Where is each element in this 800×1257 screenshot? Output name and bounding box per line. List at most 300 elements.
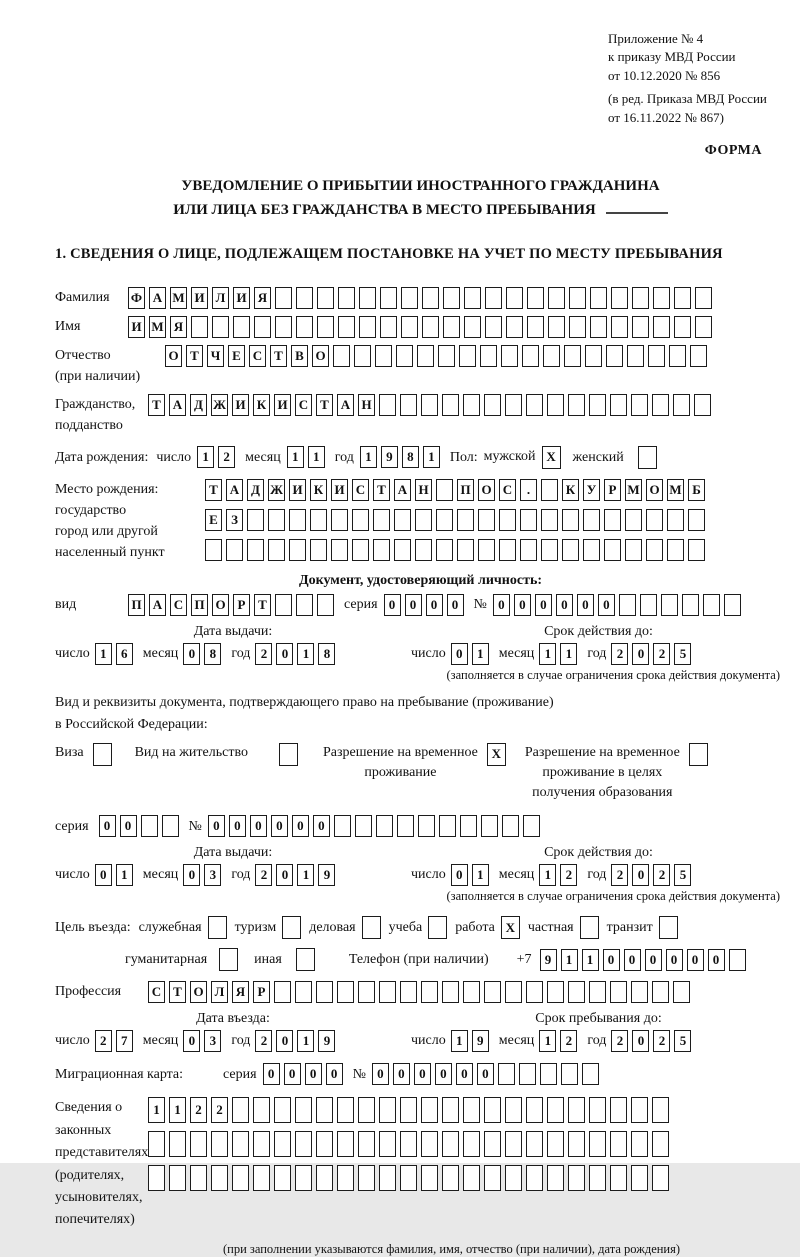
char-box[interactable]: 0 xyxy=(632,864,649,886)
char-box[interactable] xyxy=(394,509,411,531)
char-box[interactable] xyxy=(589,1165,606,1191)
char-box[interactable]: 2 xyxy=(560,864,577,886)
char-box[interactable] xyxy=(211,1165,228,1191)
char-box[interactable] xyxy=(631,1165,648,1191)
char-box[interactable]: 1 xyxy=(560,643,577,665)
char-box[interactable] xyxy=(561,1063,578,1085)
char-box[interactable] xyxy=(562,539,579,561)
char-box[interactable]: Т xyxy=(254,594,271,616)
char-box[interactable]: 0 xyxy=(514,594,531,616)
char-box[interactable]: 0 xyxy=(292,815,309,837)
char-box[interactable] xyxy=(436,539,453,561)
char-box[interactable] xyxy=(638,446,657,469)
char-box[interactable] xyxy=(485,287,502,309)
char-box[interactable]: В xyxy=(291,345,308,367)
char-box[interactable]: 6 xyxy=(116,643,133,665)
char-box[interactable] xyxy=(400,981,417,1003)
char-box[interactable] xyxy=(610,394,627,416)
char-box[interactable]: . xyxy=(520,479,537,501)
char-box[interactable] xyxy=(498,1063,515,1085)
char-box[interactable] xyxy=(568,1131,585,1157)
char-box[interactable] xyxy=(547,1097,564,1123)
char-box[interactable] xyxy=(631,1131,648,1157)
char-box[interactable]: 0 xyxy=(208,815,225,837)
char-box[interactable]: 2 xyxy=(255,1030,272,1052)
char-box[interactable]: И xyxy=(191,287,208,309)
char-box[interactable] xyxy=(254,316,271,338)
char-box[interactable] xyxy=(667,509,684,531)
char-box[interactable]: 0 xyxy=(276,643,293,665)
char-box[interactable]: 2 xyxy=(560,1030,577,1052)
char-box[interactable]: С xyxy=(295,394,312,416)
char-box[interactable] xyxy=(289,509,306,531)
char-box[interactable]: 1 xyxy=(297,643,314,665)
char-box[interactable] xyxy=(226,539,243,561)
char-box[interactable] xyxy=(724,594,741,616)
char-box[interactable] xyxy=(359,287,376,309)
char-box[interactable]: Т xyxy=(169,981,186,1003)
char-box[interactable]: 1 xyxy=(287,446,304,468)
char-box[interactable] xyxy=(400,1131,417,1157)
char-box[interactable] xyxy=(646,509,663,531)
char-box[interactable]: 5 xyxy=(674,1030,691,1052)
char-box[interactable]: 3 xyxy=(204,1030,221,1052)
char-box[interactable] xyxy=(317,287,334,309)
char-box[interactable] xyxy=(463,1131,480,1157)
char-box[interactable] xyxy=(253,1165,270,1191)
char-box[interactable] xyxy=(428,916,447,939)
char-box[interactable] xyxy=(375,345,392,367)
char-box[interactable]: 2 xyxy=(255,864,272,886)
char-box[interactable] xyxy=(316,981,333,1003)
char-box[interactable] xyxy=(337,1165,354,1191)
char-box[interactable]: 0 xyxy=(456,1063,473,1085)
char-box[interactable] xyxy=(337,981,354,1003)
char-box[interactable] xyxy=(162,815,179,837)
char-box[interactable] xyxy=(331,509,348,531)
char-box[interactable] xyxy=(436,509,453,531)
char-box[interactable] xyxy=(526,981,543,1003)
char-box[interactable]: 2 xyxy=(190,1097,207,1123)
char-box[interactable]: Ж xyxy=(211,394,228,416)
char-box[interactable]: 0 xyxy=(666,949,683,971)
char-box[interactable] xyxy=(295,1097,312,1123)
char-box[interactable] xyxy=(459,345,476,367)
char-box[interactable]: 1 xyxy=(451,1030,468,1052)
char-box[interactable] xyxy=(568,981,585,1003)
char-box[interactable] xyxy=(526,394,543,416)
char-box[interactable] xyxy=(485,316,502,338)
char-box[interactable]: 0 xyxy=(326,1063,343,1085)
char-box[interactable]: С xyxy=(352,479,369,501)
char-box[interactable] xyxy=(352,509,369,531)
char-box[interactable] xyxy=(589,1097,606,1123)
char-box[interactable] xyxy=(568,394,585,416)
char-box[interactable]: 0 xyxy=(577,594,594,616)
char-box[interactable] xyxy=(296,948,315,971)
char-box[interactable]: 2 xyxy=(95,1030,112,1052)
char-box[interactable] xyxy=(442,981,459,1003)
char-box[interactable]: Л xyxy=(212,287,229,309)
char-box[interactable] xyxy=(627,345,644,367)
char-box[interactable]: 0 xyxy=(645,949,662,971)
char-box[interactable] xyxy=(695,287,712,309)
char-box[interactable] xyxy=(274,981,291,1003)
char-box[interactable]: 0 xyxy=(183,864,200,886)
char-box[interactable] xyxy=(379,1097,396,1123)
char-box[interactable] xyxy=(211,1131,228,1157)
char-box[interactable] xyxy=(247,539,264,561)
char-box[interactable]: 1 xyxy=(539,864,556,886)
char-box[interactable] xyxy=(362,916,381,939)
char-box[interactable] xyxy=(93,743,112,766)
char-box[interactable] xyxy=(669,345,686,367)
char-box[interactable] xyxy=(484,394,501,416)
char-box[interactable] xyxy=(610,1131,627,1157)
char-box[interactable] xyxy=(358,1131,375,1157)
char-box[interactable] xyxy=(640,594,657,616)
char-box[interactable] xyxy=(729,949,746,971)
char-box[interactable]: Т xyxy=(148,394,165,416)
char-box[interactable] xyxy=(703,594,720,616)
char-box[interactable]: П xyxy=(128,594,145,616)
char-box[interactable] xyxy=(463,394,480,416)
char-box[interactable]: И xyxy=(232,394,249,416)
char-box[interactable] xyxy=(442,1097,459,1123)
char-box[interactable] xyxy=(484,1165,501,1191)
char-box[interactable]: 5 xyxy=(674,864,691,886)
char-box[interactable]: 1 xyxy=(582,949,599,971)
char-box[interactable]: 8 xyxy=(402,446,419,468)
char-box[interactable] xyxy=(505,394,522,416)
char-box[interactable] xyxy=(421,1131,438,1157)
char-box[interactable]: 0 xyxy=(99,815,116,837)
char-box[interactable] xyxy=(316,1131,333,1157)
char-box[interactable] xyxy=(653,287,670,309)
char-box[interactable] xyxy=(611,316,628,338)
char-box[interactable]: О xyxy=(165,345,182,367)
char-box[interactable] xyxy=(484,981,501,1003)
char-box[interactable]: 0 xyxy=(632,643,649,665)
char-box[interactable] xyxy=(653,316,670,338)
char-box[interactable]: 0 xyxy=(451,864,468,886)
char-box[interactable]: 0 xyxy=(276,1030,293,1052)
char-box[interactable]: 0 xyxy=(384,594,401,616)
char-box[interactable]: Ф xyxy=(128,287,145,309)
char-box[interactable]: Р xyxy=(604,479,621,501)
char-box[interactable]: М xyxy=(667,479,684,501)
char-box[interactable]: 8 xyxy=(204,643,221,665)
char-box[interactable] xyxy=(689,743,708,766)
char-box[interactable] xyxy=(358,981,375,1003)
char-box[interactable]: И xyxy=(289,479,306,501)
char-box[interactable] xyxy=(331,539,348,561)
char-box[interactable] xyxy=(648,345,665,367)
char-box[interactable]: Н xyxy=(415,479,432,501)
char-box[interactable] xyxy=(541,509,558,531)
char-box[interactable] xyxy=(673,394,690,416)
char-box[interactable] xyxy=(625,539,642,561)
char-box[interactable] xyxy=(316,1165,333,1191)
char-box[interactable]: 5 xyxy=(674,643,691,665)
char-box[interactable] xyxy=(547,394,564,416)
char-box[interactable] xyxy=(358,1097,375,1123)
char-box[interactable]: Р xyxy=(233,594,250,616)
char-box[interactable]: О xyxy=(312,345,329,367)
char-box[interactable]: А xyxy=(394,479,411,501)
char-box[interactable] xyxy=(334,815,351,837)
char-box[interactable] xyxy=(505,1165,522,1191)
char-box[interactable]: 1 xyxy=(539,643,556,665)
char-box[interactable]: 1 xyxy=(297,1030,314,1052)
char-box[interactable] xyxy=(191,316,208,338)
char-box[interactable] xyxy=(282,916,301,939)
char-box[interactable]: 2 xyxy=(653,1030,670,1052)
char-box[interactable]: 3 xyxy=(204,864,221,886)
char-box[interactable] xyxy=(674,287,691,309)
char-box[interactable] xyxy=(253,1131,270,1157)
char-box[interactable] xyxy=(380,316,397,338)
char-box[interactable] xyxy=(296,287,313,309)
char-box[interactable] xyxy=(380,287,397,309)
char-box[interactable]: 2 xyxy=(211,1097,228,1123)
char-box[interactable]: С xyxy=(170,594,187,616)
char-box[interactable] xyxy=(219,948,238,971)
char-box[interactable]: 0 xyxy=(183,1030,200,1052)
char-box[interactable] xyxy=(397,815,414,837)
char-box[interactable]: 0 xyxy=(708,949,725,971)
char-box[interactable] xyxy=(695,316,712,338)
char-box[interactable] xyxy=(317,316,334,338)
char-box[interactable] xyxy=(232,1097,249,1123)
char-box[interactable] xyxy=(442,394,459,416)
char-box[interactable] xyxy=(443,287,460,309)
char-box[interactable]: К xyxy=(253,394,270,416)
char-box[interactable] xyxy=(661,594,678,616)
char-box[interactable]: Ч xyxy=(207,345,224,367)
char-box[interactable] xyxy=(505,1097,522,1123)
char-box[interactable] xyxy=(547,1131,564,1157)
char-box[interactable] xyxy=(232,1165,249,1191)
char-box[interactable] xyxy=(589,1131,606,1157)
char-box[interactable]: Д xyxy=(190,394,207,416)
char-box[interactable] xyxy=(205,539,222,561)
char-box[interactable]: З xyxy=(226,509,243,531)
char-box[interactable] xyxy=(562,509,579,531)
char-box[interactable] xyxy=(338,287,355,309)
char-box[interactable] xyxy=(519,1063,536,1085)
char-box[interactable] xyxy=(610,981,627,1003)
char-box[interactable] xyxy=(354,345,371,367)
char-box[interactable] xyxy=(373,509,390,531)
char-box[interactable]: 0 xyxy=(276,864,293,886)
char-box[interactable]: 2 xyxy=(218,446,235,468)
char-box[interactable]: Т xyxy=(373,479,390,501)
char-box[interactable] xyxy=(379,394,396,416)
char-box[interactable] xyxy=(212,316,229,338)
char-box[interactable] xyxy=(396,345,413,367)
char-box[interactable] xyxy=(401,316,418,338)
char-box[interactable] xyxy=(333,345,350,367)
char-box[interactable] xyxy=(338,316,355,338)
char-box[interactable] xyxy=(190,1131,207,1157)
char-box[interactable] xyxy=(148,1165,165,1191)
char-box[interactable]: 1 xyxy=(360,446,377,468)
char-box[interactable] xyxy=(632,287,649,309)
char-box[interactable] xyxy=(421,1097,438,1123)
char-box[interactable] xyxy=(526,1131,543,1157)
char-box[interactable] xyxy=(564,345,581,367)
char-box[interactable] xyxy=(688,509,705,531)
char-box[interactable] xyxy=(547,1165,564,1191)
char-box[interactable] xyxy=(400,1165,417,1191)
char-box[interactable] xyxy=(394,539,411,561)
char-box[interactable] xyxy=(585,345,602,367)
char-box[interactable] xyxy=(674,316,691,338)
char-box[interactable] xyxy=(606,345,623,367)
char-box[interactable] xyxy=(569,316,586,338)
char-box[interactable]: 1 xyxy=(116,864,133,886)
char-box[interactable] xyxy=(619,594,636,616)
char-box[interactable] xyxy=(526,1165,543,1191)
char-box[interactable]: П xyxy=(191,594,208,616)
char-box[interactable] xyxy=(520,539,537,561)
char-box[interactable] xyxy=(499,509,516,531)
char-box[interactable] xyxy=(568,1097,585,1123)
char-box[interactable]: Я xyxy=(232,981,249,1003)
char-box[interactable] xyxy=(376,815,393,837)
char-box[interactable]: 9 xyxy=(540,949,557,971)
char-box[interactable] xyxy=(548,316,565,338)
char-box[interactable] xyxy=(421,981,438,1003)
char-box[interactable] xyxy=(442,1165,459,1191)
char-box[interactable]: Д xyxy=(247,479,264,501)
char-box[interactable] xyxy=(505,1131,522,1157)
char-box[interactable]: О xyxy=(478,479,495,501)
char-box[interactable]: Л xyxy=(211,981,228,1003)
char-box[interactable]: 0 xyxy=(405,594,422,616)
char-box[interactable] xyxy=(355,815,372,837)
char-box[interactable] xyxy=(463,1097,480,1123)
char-box[interactable] xyxy=(415,509,432,531)
char-box[interactable]: 0 xyxy=(603,949,620,971)
char-box[interactable]: А xyxy=(149,594,166,616)
char-box[interactable] xyxy=(460,815,477,837)
char-box[interactable] xyxy=(652,394,669,416)
char-box[interactable] xyxy=(569,287,586,309)
char-box[interactable]: К xyxy=(310,479,327,501)
char-box[interactable] xyxy=(583,539,600,561)
char-box[interactable]: 1 xyxy=(95,643,112,665)
char-box[interactable] xyxy=(652,1165,669,1191)
char-box[interactable]: С xyxy=(249,345,266,367)
char-box[interactable] xyxy=(541,479,558,501)
char-box[interactable]: Т xyxy=(186,345,203,367)
char-box[interactable] xyxy=(543,345,560,367)
char-box[interactable]: 0 xyxy=(250,815,267,837)
char-box[interactable]: И xyxy=(128,316,145,338)
char-box[interactable] xyxy=(439,815,456,837)
char-box[interactable]: И xyxy=(274,394,291,416)
char-box[interactable]: 0 xyxy=(535,594,552,616)
char-box[interactable] xyxy=(233,316,250,338)
char-box[interactable]: М xyxy=(625,479,642,501)
char-box[interactable] xyxy=(499,539,516,561)
char-box[interactable]: К xyxy=(562,479,579,501)
char-box[interactable] xyxy=(400,394,417,416)
char-box[interactable] xyxy=(141,815,158,837)
char-box[interactable]: 0 xyxy=(451,643,468,665)
char-box[interactable]: 0 xyxy=(229,815,246,837)
char-box[interactable] xyxy=(478,509,495,531)
char-box[interactable] xyxy=(610,1165,627,1191)
char-box[interactable] xyxy=(274,1165,291,1191)
char-box[interactable] xyxy=(590,316,607,338)
char-box[interactable] xyxy=(522,345,539,367)
char-box[interactable]: Н xyxy=(358,394,375,416)
char-box[interactable] xyxy=(652,981,669,1003)
char-box[interactable] xyxy=(296,316,313,338)
char-box[interactable] xyxy=(506,287,523,309)
char-box[interactable]: Я xyxy=(170,316,187,338)
char-box[interactable] xyxy=(604,539,621,561)
char-box[interactable] xyxy=(568,1165,585,1191)
char-box[interactable]: 9 xyxy=(381,446,398,468)
char-box[interactable] xyxy=(464,287,481,309)
char-box[interactable]: У xyxy=(583,479,600,501)
char-box[interactable]: С xyxy=(499,479,516,501)
char-box[interactable] xyxy=(590,287,607,309)
char-box[interactable] xyxy=(457,539,474,561)
char-box[interactable]: И xyxy=(331,479,348,501)
char-box[interactable] xyxy=(316,1097,333,1123)
char-box[interactable]: А xyxy=(337,394,354,416)
char-box[interactable] xyxy=(541,539,558,561)
char-box[interactable]: X xyxy=(501,916,520,939)
char-box[interactable]: 0 xyxy=(477,1063,494,1085)
char-box[interactable]: 1 xyxy=(472,864,489,886)
char-box[interactable] xyxy=(358,1165,375,1191)
char-box[interactable] xyxy=(275,594,292,616)
char-box[interactable] xyxy=(652,1097,669,1123)
char-box[interactable] xyxy=(268,509,285,531)
char-box[interactable] xyxy=(274,1131,291,1157)
char-box[interactable]: Р xyxy=(253,981,270,1003)
char-box[interactable]: 7 xyxy=(116,1030,133,1052)
char-box[interactable] xyxy=(547,981,564,1003)
char-box[interactable] xyxy=(296,594,313,616)
char-box[interactable]: 2 xyxy=(653,864,670,886)
char-box[interactable]: 1 xyxy=(297,864,314,886)
char-box[interactable] xyxy=(694,394,711,416)
char-box[interactable] xyxy=(421,394,438,416)
char-box[interactable] xyxy=(208,916,227,939)
char-box[interactable] xyxy=(484,1131,501,1157)
char-box[interactable] xyxy=(422,316,439,338)
char-box[interactable]: О xyxy=(646,479,663,501)
char-box[interactable]: 1 xyxy=(472,643,489,665)
char-box[interactable]: Т xyxy=(270,345,287,367)
char-box[interactable]: 2 xyxy=(611,643,628,665)
char-box[interactable]: О xyxy=(190,981,207,1003)
char-box[interactable] xyxy=(501,345,518,367)
char-box[interactable] xyxy=(631,394,648,416)
char-box[interactable]: 0 xyxy=(414,1063,431,1085)
char-box[interactable]: 1 xyxy=(169,1097,186,1123)
char-box[interactable] xyxy=(478,539,495,561)
char-box[interactable]: 0 xyxy=(556,594,573,616)
char-box[interactable] xyxy=(415,539,432,561)
